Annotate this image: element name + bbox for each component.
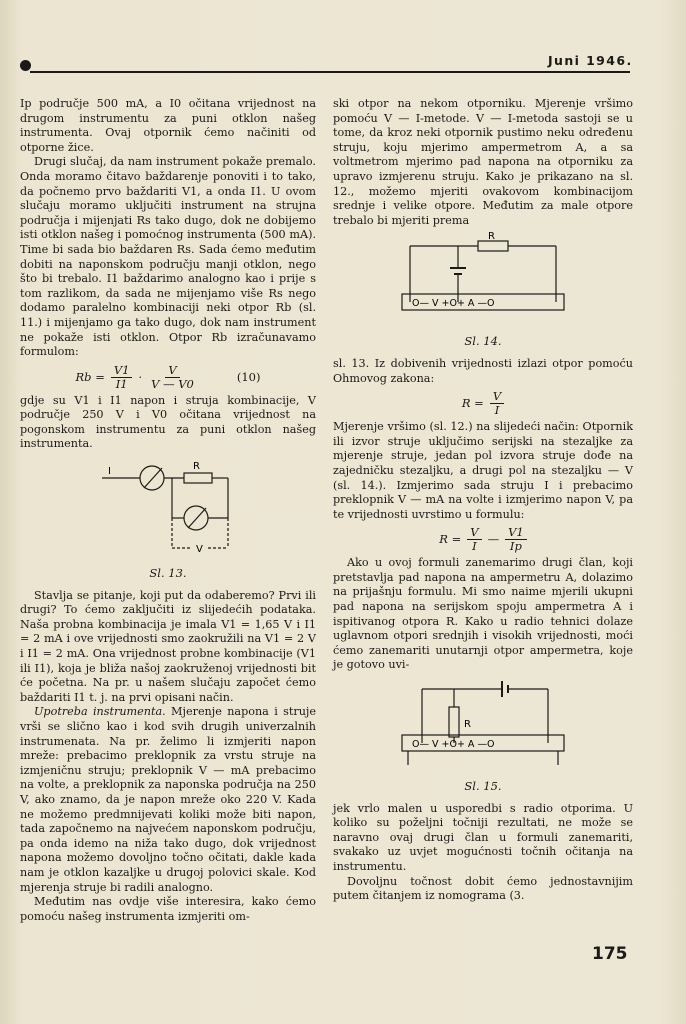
formula-lhs: R = [439,532,462,547]
paragraph: gdje su V1 i I1 napon i struja kombinacije, V područje 250 V i V0 očitana vrijednost na pogonskom instrumentu za puni otklon našeg instrumenta. [20,393,316,451]
fig14-terminals: O— V +O+ A —O [412,298,495,310]
paragraph: Međutim nas ovdje više interesira, kako ćemo pomoću našeg instrumenta izmjeriti om- [20,895,316,923]
paragraph [20,705,316,895]
paragraph: Stavlja se pitanje, koji put da odaberemo? Prvi ili drugi? To ćemo zaključiti iz slijedećih podataka. Naša probna kombinacija je imala V1 = 1,65 V i I1 = 2 mA i ove vrijednosti smo zaokružili na V1 = 2 V i I1 = 2 mA. Ona vrijednost probne kombinacije (V1 ili I1), koja je bliža našoj zaokruženoj vrijednosti bit će početna. Na pr. u našem slučaju započet ćemo baždariti I1 t. j. na prvi opisani način. [20,588,316,704]
paragraph: sl. 13. Iz dobivenih vrijednosti izlazi otpor pomoću Ohmovog zakona: [333,356,633,385]
fraction [505,526,527,553]
paragraph: Drugi slučaj, da nam instrument pokaže premalo. Onda moramo čitavo baždarenje ponoviti i to tako, da počnemo prvo baždariti V1, a onda I1. U ovom slučaju moramo uključiti instrument na strujna područja i mijenjati Rs tako dugo, dok ne dobijemo isti otklon našeg i pomoćnog instrumenta (500 mA). Time bi sada bio baždaren Rs. Sada ćemo međutim dobiti na naponskom području manji otklon, nego što bi trebalo. I1 baždarimo analogno kao i prije s tom razlikom, da sada ne mijenjamo više Rs nego dodamo paralelno kombinaciji neki otpor Rb (sl. 11.) i mijenjamo ga tako dugo, dok nam instrument ne pokaže isti otklon. Otpor Rb izračunavamo formulom: [20,155,316,359]
formula-corrected [333,526,633,553]
fig13-resistor-label: R [193,461,200,473]
fig15-terminals: O— V +O+ A —O [412,739,495,751]
paragraph: Ip područje 500 mA, a I0 očitana vrijednost na drugom instrumentu za puni otklon našeg instrumenta. Ovaj otpornik ćemo načiniti od otporne žice. [20,97,316,154]
equation-number: (10) [236,369,261,384]
formula-lhs: Rb = [75,369,105,384]
figure-14-caption: Sl. 14. [464,334,502,349]
formula-ohm [333,390,633,417]
left-column [20,97,316,924]
paragraph: ski otpor na nekom otporniku. Mjerenje vršimo pomoću V — I-metode. V — I-metoda sastoji se u tome, da kroz neki otpornik pustimo neku određenu struju, koju mjerimo ampermetrom A, a sa voltmetrom mjerimo pad napona na otporniku za upravo izmjerenu struju. Kako je prikazano na sl. 12., možemo mjeriti ovakovom kombinacijom srednje i velike otpore. Međutim za male otpore trebalo bi mjeriti prema [333,97,633,227]
denominator: I [494,403,500,418]
running-header: Juni 1946. [548,53,633,68]
paragraph: Mjerenje vršimo (sl. 12.) na slijedeći način: Otpornik ili izvor struje uključimo serijski na stezaljke za mjerenje struje, jedan pol izvora struje dođe na zajedničku stezaljku, a drugi pol na stezaljku — V (sl. 14.). Izmjerimo sada struju I i prebacimo preklopnik V — mA na volte i izmjerimo napon V, pa te vrijednosti uvrstimo u formulu: [333,420,633,521]
section-title: Upotreba instrumenta. [34,705,166,719]
figure-13-circuit [88,456,248,564]
denominator: V — V0 [151,376,194,391]
fig13-voltage-label: V [196,544,203,556]
page-number: 175 [592,944,628,964]
figure-14-circuit [398,232,568,332]
header-rule [30,71,630,73]
paragraph: Ako u ovoj formuli zanemarimo drugi član, koji pretstavlja pad napona na ampermetru A, dolazimo na prijašnju formulu. Mi smo naime mjerili ukupni pad napona na serijskom spoju ampermetra A i ispitivanog otpora R. Kako u radio tehnici dolaze uglavnom otpori srednjih i visokih vrijednosti, moći ćemo zanemariti unutarnji otpor ampermetra, koje je gotovo uvi- [333,556,633,672]
fraction [111,364,133,391]
fraction [148,364,197,391]
header-bullet [20,60,31,71]
numerator: V [165,364,179,378]
numerator: V1 [505,526,527,540]
fig15-resistor-label: R [464,719,471,731]
paragraph: Dovoljnu točnost dobit ćemo jednostavnijim putem čitanjem iz nomograma (3. [333,874,633,903]
section-text: Mjerenje napona i struje vrši se slično kao i kod svih drugih univerzalnih instrumenata. Na pr. želimo li izmjeriti napon mreže: prebacimo preklopnik za vrstu struje na izmjeničnu struju; preklopnik V — mA prebacimo na volte, a preklopnik za naponska područja na 250 V, ako znamo, da je napon mreže oko 220 V. Kada ne možemo predmnijevati koliki može biti napon, tada započnemo na najvećem naponskom području, pa onda idemo na niža tako dugo, dok vrijednost napona možemo dovoljno točno očitati, dakle kada nam je otklon kazaljke u drugoj polovici skale. Kod mjerenja struje bi radili analogno. [20,705,316,894]
numerator: V [490,390,504,404]
figure-15-circuit [398,677,568,777]
minus-sign: — [487,532,500,547]
figure-15-caption: Sl. 15. [464,779,502,794]
denominator: Ip [509,539,522,554]
denominator: I [472,539,477,554]
formula-10 [20,364,316,391]
fig13-current-label: I [108,466,111,478]
figure-13-caption: Sl. 13. [149,566,187,581]
numerator: V1 [111,364,133,378]
paragraph: jek vrlo malen u usporedbi s radio otporima. U koliko su poželjni točniji rezultati, ne može se naravno ovaj drugi član u formuli zanemariti, svakako uz uvjet mogućnosti točnih očitanja na instrumentu. [333,801,633,873]
fraction [490,390,504,417]
numerator: V [467,526,481,540]
right-column [333,97,633,904]
formula-lhs: R = [461,396,484,411]
multiply-dot: · [138,369,143,384]
fig14-resistor-label: R [488,232,495,243]
fraction [467,526,481,553]
denominator: I1 [115,376,128,391]
